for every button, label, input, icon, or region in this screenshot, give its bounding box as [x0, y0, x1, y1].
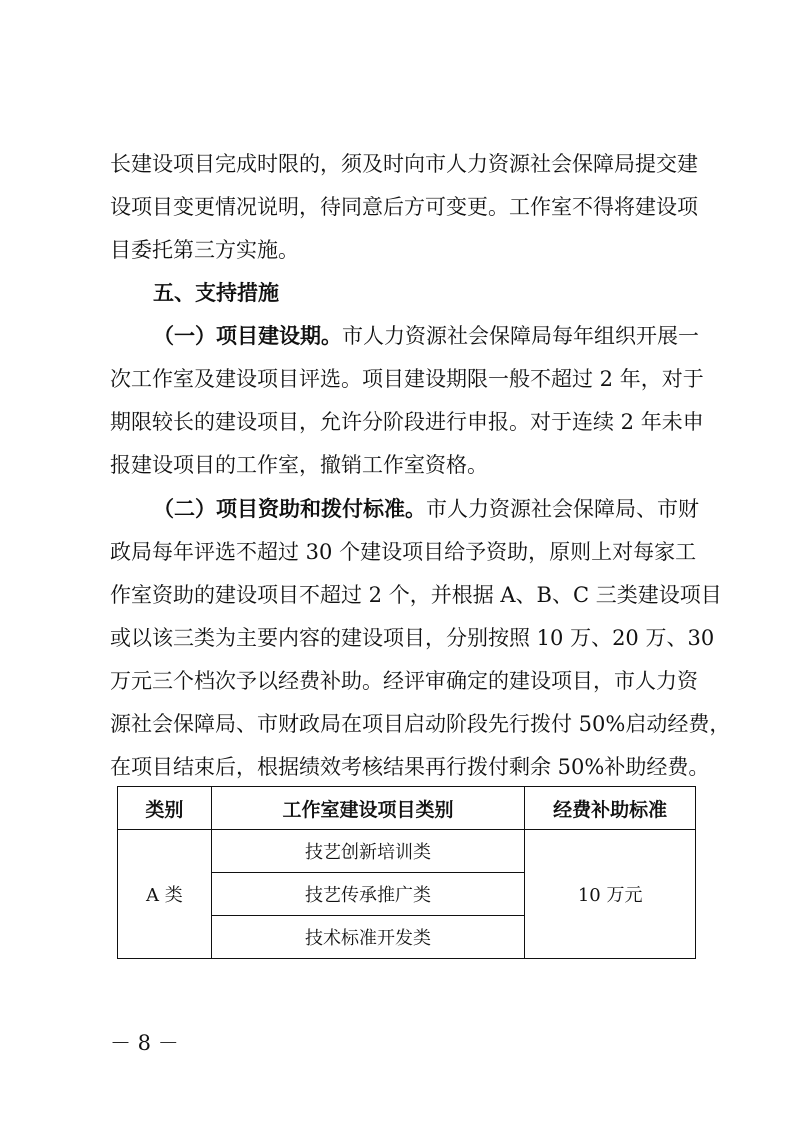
cell-project-type: 技艺传承推广类	[211, 873, 524, 916]
paragraph-line: 在项目结束后，根据绩效考核结果再行拨付剩余 50%补助经费。	[110, 755, 710, 779]
item1-first-rest: 市人力资源社会保障局每年组织开展一	[342, 324, 699, 348]
paragraph-line: 政局每年评选不超过 30 个建设项目给予资助，原则上对每家工	[110, 540, 697, 564]
cell-project-type: 技术标准开发类	[211, 916, 524, 959]
item1-lead: （一）项目建设期。	[153, 324, 342, 348]
paragraph-line: 次工作室及建设项目评选。项目建设期限一般不超过 2 年，对于	[110, 367, 704, 391]
section-heading: 五、支持措施	[153, 281, 279, 305]
paragraph-line: 期限较长的建设项目，允许分阶段进行申报。对于连续 2 年未申	[110, 410, 704, 434]
header-category: 类别	[118, 787, 212, 830]
cell-category: A 类	[118, 830, 212, 959]
item2-first-line	[153, 496, 699, 522]
paragraph-line: 源社会保障局、市财政局在项目启动阶段先行拨付 50%启动经费，	[110, 712, 731, 736]
paragraph-line: 长建设项目完成时限的，须及时向市人力资源社会保障局提交建	[110, 152, 698, 176]
paragraph-line: 目委托第三方实施。	[110, 238, 299, 262]
paragraph-line: 作室资助的建设项目不超过 2 个，并根据 A、B、C 三类建设项目	[110, 583, 722, 607]
paragraph-line: 或以该三类为主要内容的建设项目，分别按照 10 万、20 万、30	[110, 626, 715, 650]
paragraph-line: 设项目变更情况说明，待同意后方可变更。工作室不得将建设项	[110, 195, 698, 219]
item2-lead: （二）项目资助和拨付标准。	[153, 497, 426, 521]
paragraph-line: 报建设项目的工作室，撤销工作室资格。	[110, 453, 488, 477]
item1-first-line	[153, 323, 699, 349]
header-funding: 经费补助标准	[525, 787, 696, 830]
page-number: － 8 －	[110, 1031, 179, 1055]
paragraph-line: 万元三个档次予以经费补助。经评审确定的建设项目，市人力资	[110, 669, 698, 693]
table-row	[118, 830, 696, 873]
cell-funding: 10 万元	[525, 830, 696, 959]
header-project-type: 工作室建设项目类别	[211, 787, 524, 830]
table-header-row	[118, 787, 696, 830]
cell-project-type: 技艺创新培训类	[211, 830, 524, 873]
funding-table	[117, 786, 696, 959]
item2-first-rest: 市人力资源社会保障局、市财	[426, 497, 699, 521]
